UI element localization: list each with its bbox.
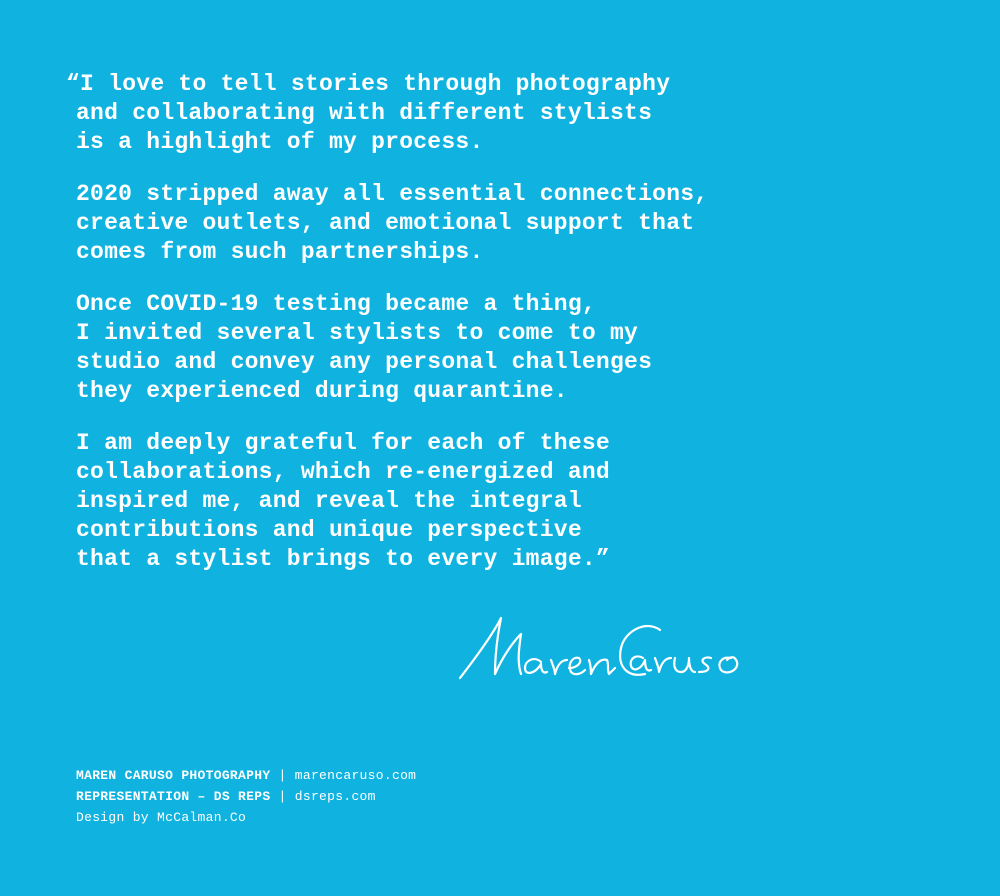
separator: | [270,789,295,804]
quote-line: is a highlight of my process. [76,129,484,155]
quote-paragraph [66,70,966,157]
handwritten-signature [455,612,785,690]
quote-line: 2020 stripped away all essential connections, [76,181,709,207]
design-credit: Design by McCalman.Co [76,810,247,825]
quote-line: collaborations, which re-energized and [76,459,610,485]
quote-line: creative outlets, and emotional support that [76,210,695,236]
quote-paragraph [66,429,966,574]
quote-line: they experienced during quarantine. [76,378,568,404]
quote-paragraph [66,290,966,406]
credits-photography-row [76,765,416,786]
credits-block [76,765,416,828]
quote-line: inspired me, and reveal the integral [76,488,582,514]
quote-line: that a stylist brings to every image.” [76,546,610,572]
photography-link[interactable]: marencaruso.com [294,768,417,783]
quote-line: comes from such partnerships. [76,239,484,265]
quote-line: I am deeply grateful for each of these [76,430,610,456]
quote-line: contributions and unique perspective [76,517,582,543]
quote-line: Once COVID-19 testing became a thing, [76,291,596,317]
quote-line: and collaborating with different stylists [76,100,653,126]
quote-line: studio and convey any personal challenges [76,349,653,375]
representation-link[interactable]: dsreps.com [294,789,376,804]
quote-line: “I love to tell stories through photography [66,71,671,97]
quote-paragraph [66,180,966,267]
photography-name: MAREN CARUSO PHOTOGRAPHY [76,768,271,783]
representation-name: REPRESENTATION – DS REPS [76,789,271,804]
quote-line: I invited several stylists to come to my [76,320,639,346]
separator: | [270,768,295,783]
credits-representation-row [76,786,416,807]
quote-block [66,70,966,597]
